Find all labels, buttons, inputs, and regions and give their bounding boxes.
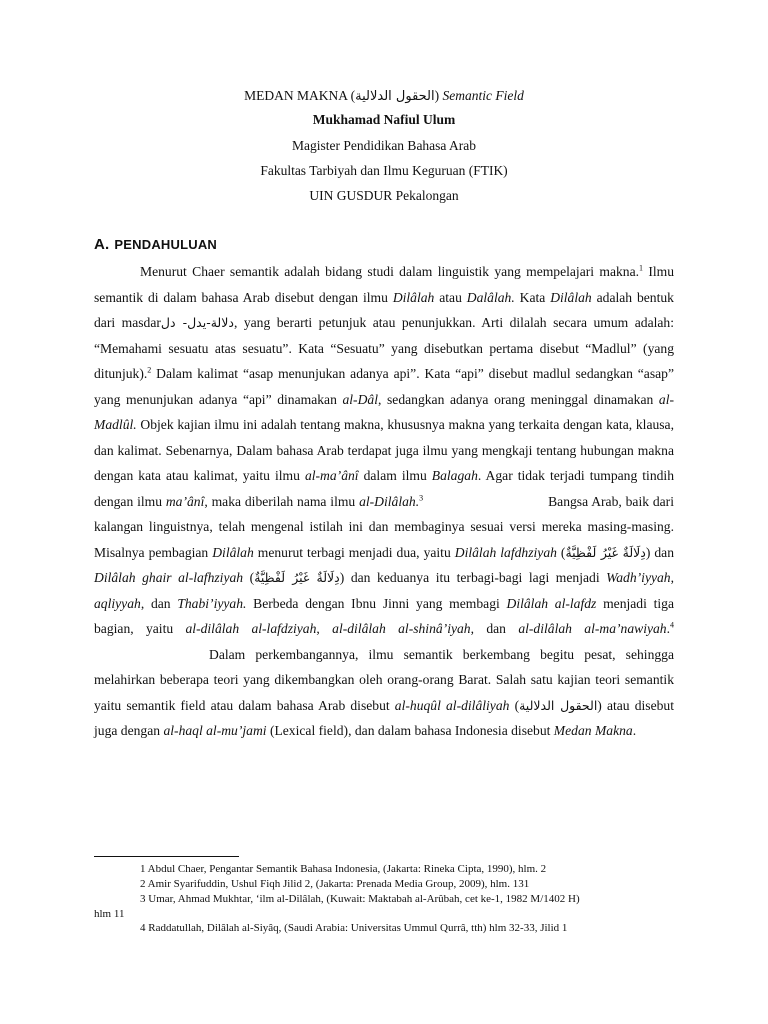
footnote-ref: 3 [419, 492, 424, 502]
text-run: dalam ilmu [358, 468, 432, 483]
text-run: . [666, 621, 670, 636]
section-heading [94, 236, 217, 253]
affiliation-faculty: Fakultas Tarbiyah dan Ilmu Keguruan (FTIK) [260, 163, 508, 178]
italic-term: ma’ânî [165, 493, 205, 509]
arabic-term: الحقول الدلالية [519, 697, 598, 713]
paragraph [94, 259, 674, 744]
affiliation-program: Magister Pendidikan Bahasa Arab [291, 138, 477, 153]
document-title [0, 84, 768, 109]
italic-term: al-dilâlah al-lafdziyah [185, 621, 317, 636]
footnote-ref: 2 [147, 365, 152, 375]
text-run: Menurut Chaer semantik adalah bidang studi dalam linguistik yang mempelajari makna. [140, 264, 640, 279]
arabic-term: دِلَالَةٌ غَيْرُ لَفْظِيَّةٌ [565, 544, 646, 560]
text-run: Berbeda dengan Ibnu Jinni yang membagi [246, 595, 507, 611]
italic-term: al-Dilâlah. [359, 493, 420, 509]
italic-term: Dalâlah. [466, 289, 515, 305]
italic-term: Wadh’iyyah [606, 570, 671, 585]
author-name: Mukhamad Nafiul Ulum [312, 112, 456, 127]
italic-term: Thabi’iyyah. [177, 595, 247, 611]
footnote-1: 1 Abdul Chaer, Pengantar Semantik Bahasa Indonesia, (Jakarta: Rineka Cipta, 1990), hlm. 2 [140, 863, 547, 875]
text-run: Objek kajian ilmu ini adalah tentang makna, khususnya makna yang terkaita dengan kata, klausa, dan kalimat. Sebenarnya, Dalam bahasa Arab terdapat juga ilmu yang mengkaji tentang hubungan makna dengan kata atau kalimat, yaitu ilmu [94, 417, 674, 483]
title-italic: Semantic Field [442, 88, 524, 103]
text-run: Bangsa Arab, baik dari kalangan linguistnya, telah mengenal istilah ini dan membaginya sesuai versi mereka masing-masing. Misalnya pembagian [94, 493, 674, 560]
footnote-separator [94, 856, 239, 857]
italic-term: Dilâlah ghair al-lafhziyah [94, 570, 244, 585]
italic-term: Balagah [431, 468, 478, 483]
text-run: atau [434, 289, 467, 305]
italic-term: Dilâlah [550, 289, 592, 305]
text-run: , [316, 621, 333, 636]
footnote-ref: 1 [639, 263, 644, 273]
body-text [94, 259, 674, 744]
italic-term: Medan Makna [553, 723, 633, 738]
italic-term: al-Madlûl. [94, 391, 674, 432]
text-run: ( [509, 697, 520, 713]
affiliation-university: UIN GUSDUR Pekalongan [309, 188, 459, 203]
text-run: . [632, 723, 637, 738]
italic-term: aqliyyah [94, 595, 141, 611]
footnote-ref: 4 [670, 620, 674, 630]
text-run: , sedangkan adanya orang meninggal dinamakan [377, 391, 659, 407]
text-run: Dalam perkembangannya, ilmu semantik berkembang begitu pesat, sehingga melahirkan beberapa teori yang dikembangkan oleh orang-orang Barat. Salah satu kajian teori semantik yaitu semantik field atau dalam bahasa Arab disebut [94, 646, 674, 713]
text-run: , maka diberilah nama ilmu [204, 493, 360, 509]
section-letter: A. [94, 236, 110, 253]
italic-term: al-dilâlah al-ma’nawiyah [518, 621, 667, 636]
footnote-3-continued: hlm 11 [94, 908, 125, 920]
title-text: MEDAN MAKNA ( [244, 88, 356, 103]
italic-term: al-Dâl [342, 391, 378, 407]
text-run: menurut terbagi menjadi dua, yaitu [253, 544, 455, 560]
text-run: ) dan keduanya itu terbagi-bagi lagi menjadi [339, 570, 607, 585]
section-title: PENDAHULUAN [114, 237, 217, 252]
title-arabic: الحقول الدلالية [355, 89, 435, 104]
text-run: Dalam kalimat “asap menunjukan adanya api”. Kata “api” disebut madlul sedangkan “asap” yang menunjukan adanya “api” dinamakan [94, 366, 674, 407]
arabic-term: دلالة-يدل- دل [160, 315, 234, 330]
text-run: adalah bentuk dari masdar [94, 289, 674, 330]
text-run: ( [243, 570, 255, 585]
italic-term: al-ma’ânî [304, 468, 359, 483]
italic-term: Dilâlah lafdhziyah [454, 544, 557, 560]
footnote-3: 3 Umar, Ahmad Mukhtar, ‘ilm al-Dilâlah, (Kuwait: Maktabah al-Arûbah, cet ke-1, 1982 M/1402 H) [140, 893, 580, 905]
text-run: Kata [514, 289, 551, 305]
text-run: ( [556, 544, 566, 560]
arabic-term: دِلَالَةٌ غَيْرُ لَفْظِيَّةٌ [254, 570, 340, 585]
text-run: , [670, 570, 675, 585]
italic-term: al-huqûl al-dilâliyah [394, 697, 510, 713]
text-run: (Lexical field), dan dalam bahasa Indonesia disebut [266, 723, 554, 738]
text-run: ) atau disebut juga dengan [94, 697, 675, 738]
italic-term: Dilâlah [212, 544, 254, 560]
text-run: , yang berarti petunjuk atau penunjukkan. Arti dilalah secara umum adalah: “Memahami sesuatu atas sesuatu”. Kata “Sesuatu” yang disebutkan pertama disebut “Madlul” (yang ditunjuk). [94, 315, 674, 381]
title-text: ) [434, 88, 443, 103]
text-run: , dan [470, 621, 519, 636]
italic-term: Dilâlah [392, 289, 435, 305]
text-run: . Agar tidak terjadi tumpang tindih dengan ilmu [94, 468, 675, 509]
italic-term: al-haql al-mu’jami [163, 723, 267, 738]
italic-term: al-dilâlah al-shinâ’iyah [332, 621, 471, 636]
footnote-2: 2 Amir Syarifuddin, Ushul Fiqh Jilid 2, (Jakarta: Prenada Media Group, 2009), hlm. 131 [140, 878, 530, 890]
text-run: Ilmu semantik di dalam bahasa Arab disebut dengan ilmu [94, 264, 675, 305]
text-run: ) dan [645, 544, 675, 560]
footnote-4: 4 Raddatullah, Dilâlah al-Siyâq, (Saudi Arabia: Universitas Ummul Qurrâ, tth) hlm 32-33, Jilid 1 [140, 922, 568, 934]
text-run: , dan [140, 595, 178, 611]
text-run: menjadi tiga bagian, yaitu [94, 595, 674, 636]
italic-term: Dilâlah al-lafdz [506, 595, 597, 611]
